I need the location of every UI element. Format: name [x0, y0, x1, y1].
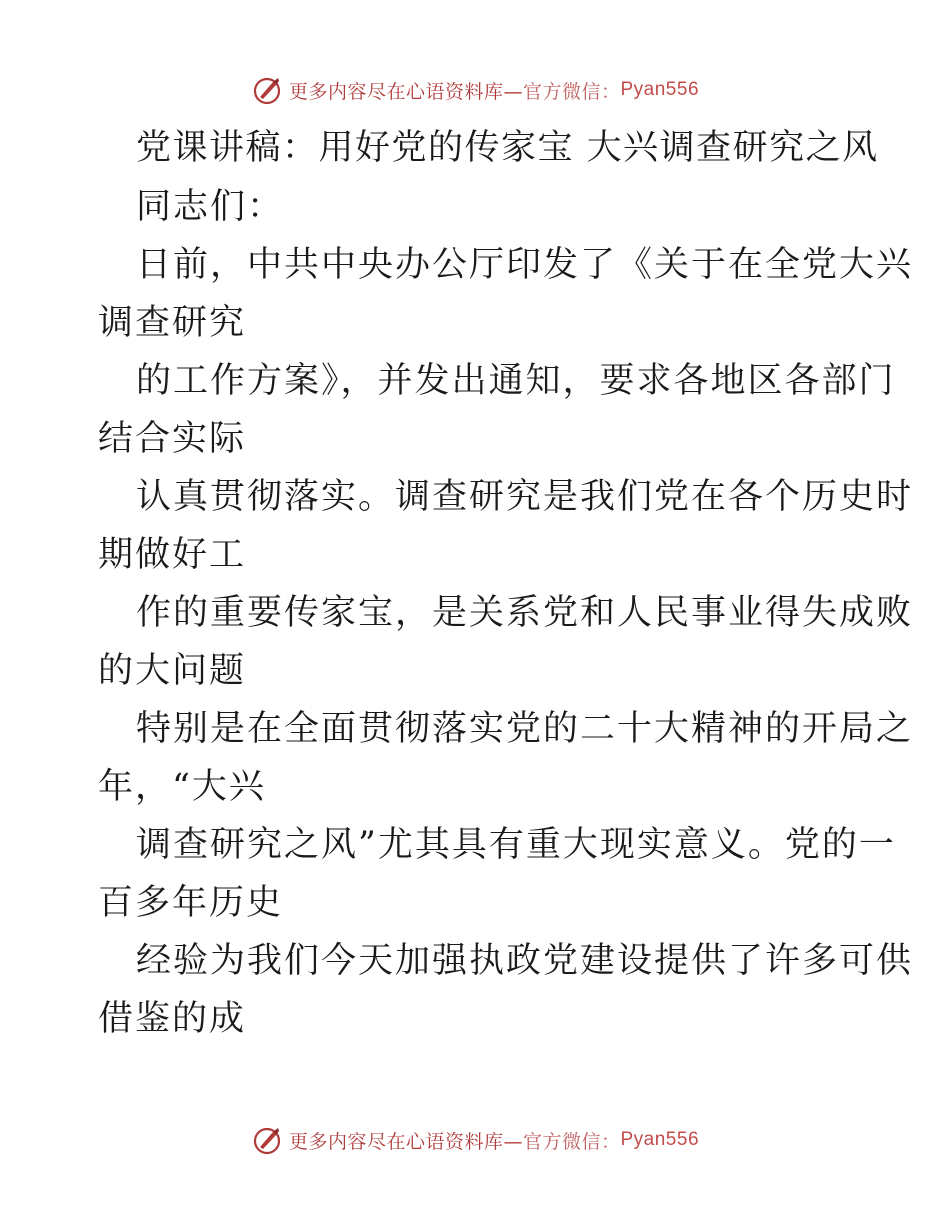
watermark-text: 更多内容尽在心语资料库— — [288, 1130, 523, 1153]
text-line: 的工作方案》，并发出通知，要求各地区各部门 — [136, 361, 896, 401]
document-title: 党课讲稿：用好党的传家宝 大兴调查研究之风 — [136, 128, 879, 168]
quill-pen-icon — [251, 74, 283, 106]
watermark-wechat-label: 官方微信： — [522, 80, 621, 103]
text-line: 调查研究 — [98, 303, 247, 343]
text-line: 借鉴的成 — [98, 999, 247, 1039]
text-line: 认真贯彻落实。调查研究是我们党在各个历史时 — [136, 477, 914, 517]
watermark-wechat-label: 官方微信： — [522, 1130, 621, 1153]
footer-watermark — [0, 1120, 950, 1160]
text-line: 调查研究之风”尤其具有重大现实意义。党的一 — [136, 825, 896, 865]
text-line: 同志们： — [136, 187, 285, 227]
text-line: 年，“大兴 — [98, 767, 266, 807]
watermark-wechat-id: Pyan556 — [620, 1129, 700, 1150]
quill-pen-icon — [251, 1124, 283, 1156]
text-line: 特别是在全面贯彻落实党的二十大精神的开局之 — [136, 709, 914, 749]
paragraph-lines — [98, 178, 914, 1048]
text-line: 结合实际 — [98, 419, 247, 459]
text-line: 的大问题 — [98, 651, 247, 691]
text-line: 期做好工 — [98, 535, 247, 575]
text-line: 百多年历史 — [98, 883, 284, 923]
text-line: 作的重要传家宝，是关系党和人民事业得失成败 — [136, 593, 914, 633]
text-line: 经验为我们今天加强执政党建设提供了许多可供 — [136, 941, 914, 981]
watermark-wechat-id: Pyan556 — [620, 79, 700, 100]
text-line: 日前，中共中央办公厅印发了《关于在全党大兴 — [136, 245, 914, 285]
watermark-text: 更多内容尽在心语资料库— — [288, 80, 523, 103]
header-watermark — [0, 70, 950, 110]
document-body — [98, 118, 914, 1048]
